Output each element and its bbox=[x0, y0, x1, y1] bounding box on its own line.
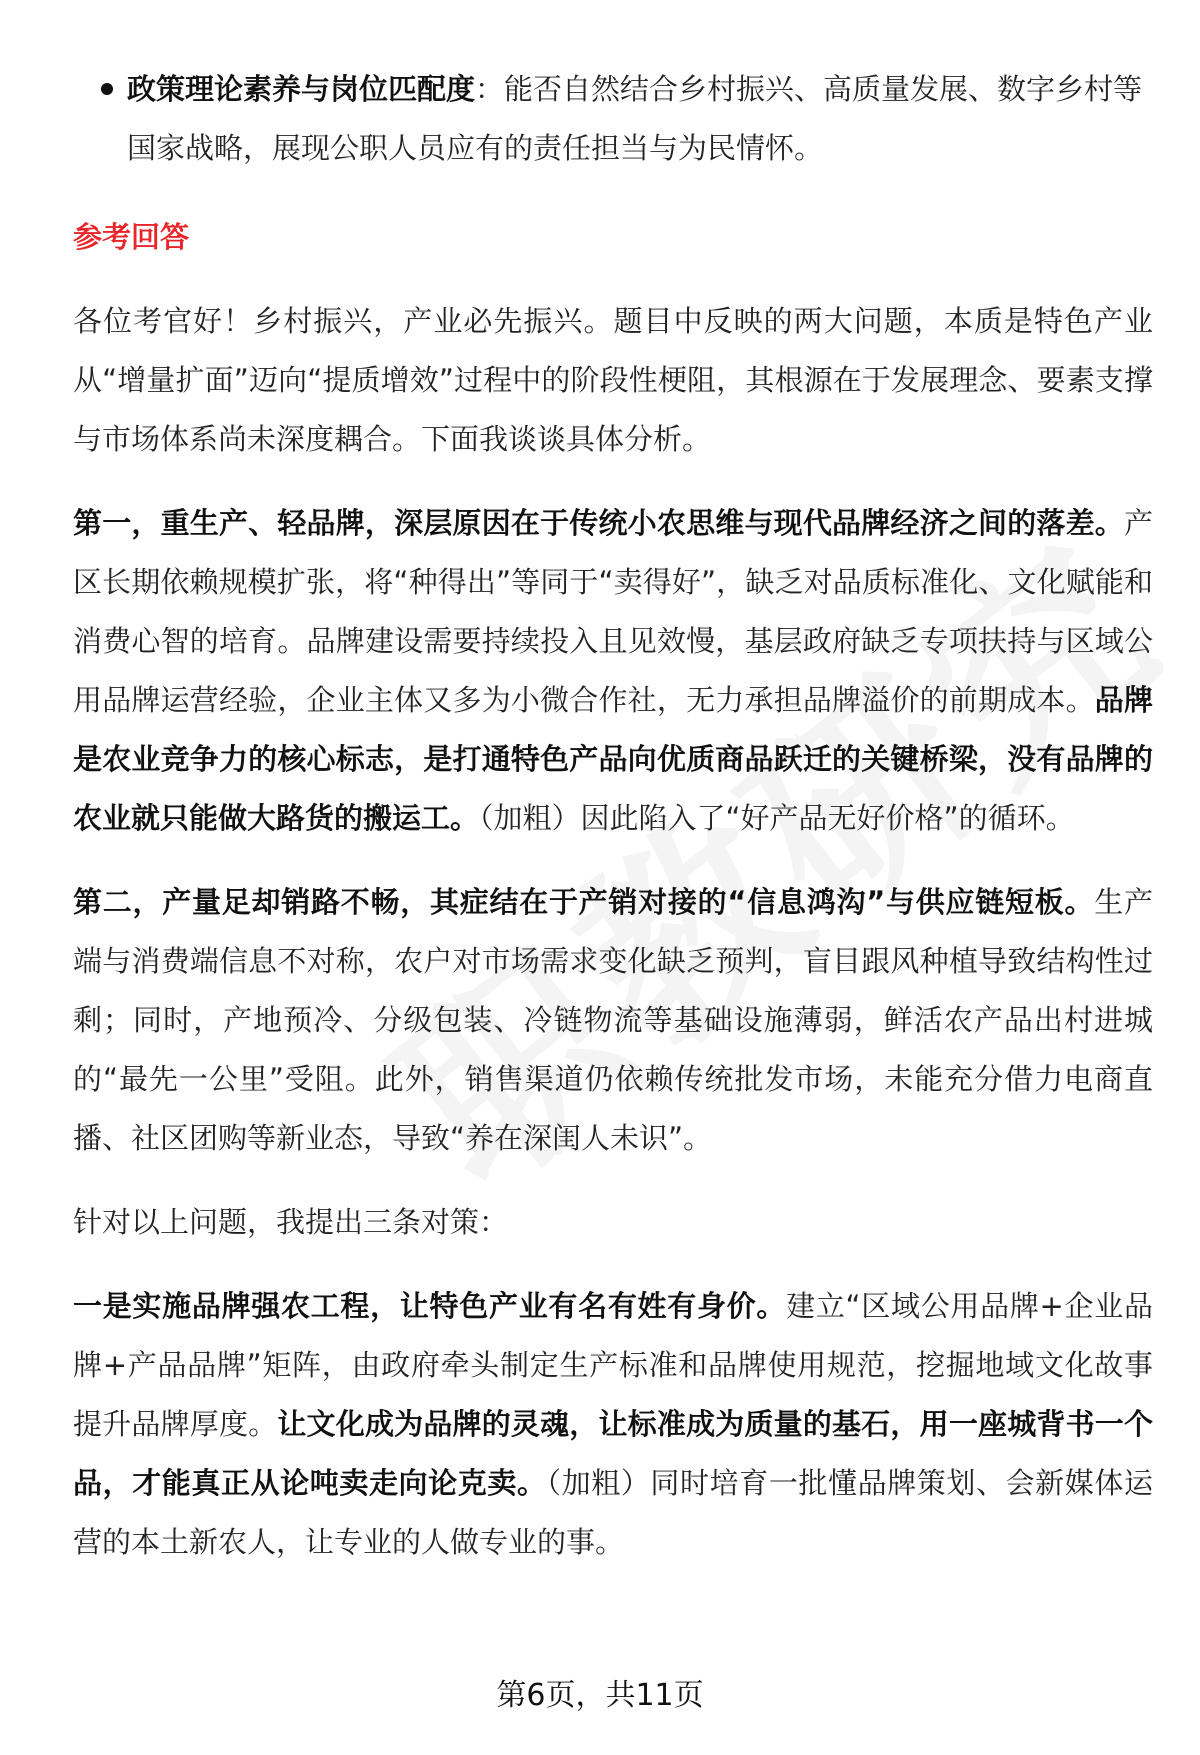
measure-one-text-end: （加粗）同时培育一批懂品牌策划、会新媒体运营的本土新农人，让专业的人做专业的事。 bbox=[73, 1466, 1153, 1559]
point-one-paragraph bbox=[73, 494, 1153, 848]
point-one-bold: 品牌是农业竞争力的核心标志，是打通特色产品向优质商品跃迁的关键桥梁，没有品牌的农业就只能做大路货的搬运工。 bbox=[73, 683, 1153, 835]
bullet-dot-icon bbox=[101, 83, 113, 95]
point-two-paragraph bbox=[73, 873, 1153, 1168]
measure-one-lead: 一是实施品牌强农工程，让特色产业有名有姓有身价。 bbox=[73, 1289, 787, 1323]
bullet-text: ：能否自然结合乡村振兴、高质量发展、数字乡村等国家战略，展现公职人员应有的责任担当与为民情怀。 bbox=[127, 72, 1143, 165]
bullet-bold-label: 政策理论素养与岗位匹配度 bbox=[127, 72, 476, 106]
point-one-text: 产区长期依赖规模扩张，将“种得出”等同于“卖得好”，缺乏对品质标准化、文化赋能和消费心智的培育。品牌建设需要持续投入且见效慢，基层政府缺乏专项扶持与区域公用品牌运营经验，企业主体又多为小微合作社，无力承担品牌溢价的前期成本。 bbox=[73, 506, 1153, 717]
section-heading: 参考回答 bbox=[73, 220, 190, 254]
measure-one-text: 建立“区域公用品牌+企业品牌+产品品牌”矩阵，由政府牵头制定生产标准和品牌使用规范，挖掘地域文化故事提升品牌厚度。 bbox=[73, 1289, 1153, 1441]
bullet-item bbox=[73, 60, 1153, 178]
countermeasures-intro: 针对以上问题，我提出三条对策： bbox=[73, 1205, 509, 1239]
point-two-text: 生产端与消费端信息不对称，农户对市场需求变化缺乏预判，盲目跟风种植导致结构性过剩；同时，产地预冷、分级包装、冷链物流等基础设施薄弱，鲜活农产品出村进城的“最先一公里”受阻。此外，销售渠道仍依赖传统批发市场，未能充分借力电商直播、社区团购等新业态，导致“养在深闺人未识”。 bbox=[73, 885, 1153, 1155]
measure-one-bold: 让文化成为品牌的灵魂，让标准成为质量的基石，用一座城背书一个品，才能真正从论吨卖走向论克卖。 bbox=[73, 1407, 1153, 1500]
page-number: 第6页，共11页 bbox=[496, 1678, 704, 1713]
point-one-text-end: （加粗）因此陷入了“好产品无好价格”的循环。 bbox=[479, 801, 1075, 835]
document-page bbox=[73, 60, 1153, 1572]
intro-paragraph: 各位考官好！乡村振兴，产业必先振兴。题目中反映的两大问题，本质是特色产业从“增量扩面”迈向“提质增效”过程中的阶段性梗阻，其根源在于发展理念、要素支撑与市场体系尚未深度耦合。下面我谈谈具体分析。 bbox=[73, 304, 1153, 456]
point-two-lead: 第二，产量足却销路不畅，其症结在于产销对接的“信息鸿沟”与供应链短板。 bbox=[73, 885, 1095, 919]
point-one-lead: 第一，重生产、轻品牌，深层原因在于传统小农思维与现代品牌经济之间的落差。 bbox=[73, 506, 1124, 540]
measure-one-paragraph bbox=[73, 1277, 1153, 1572]
